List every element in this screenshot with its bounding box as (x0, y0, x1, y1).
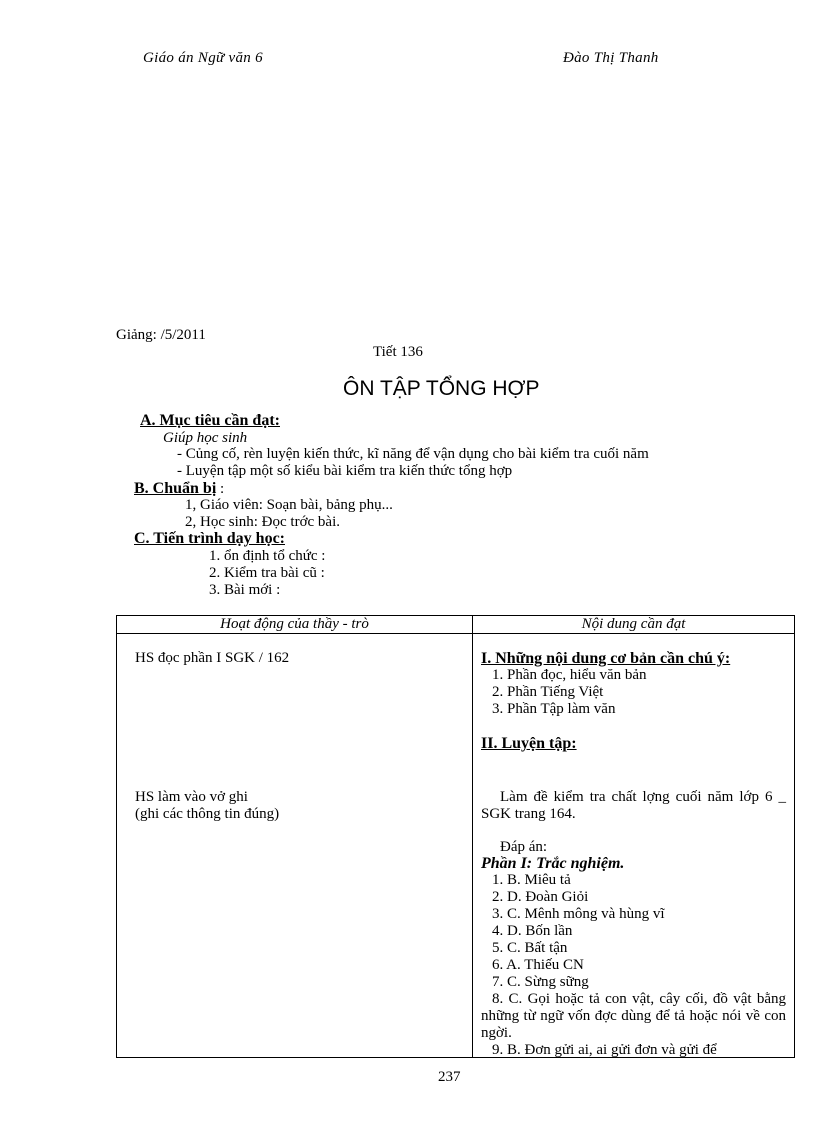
answer-item: 2. D. Đoàn Giỏi (492, 889, 589, 905)
col-right-header: Nội dung cần đạt (473, 616, 795, 634)
section-a-item: - Củng cố, rèn luyện kiến thức, kĩ năng để vận dụng cho bài kiểm tra cuối năm (177, 446, 649, 462)
content-part: 2. Phần Tiếng Việt (492, 684, 604, 700)
col-left-header: Hoạt động của thầy - trò (117, 616, 473, 634)
section-b-heading-wrap (134, 480, 224, 498)
answer-item: 6. A. Thiếu CN (492, 957, 584, 973)
table-row (117, 634, 795, 1058)
lesson-table (116, 615, 795, 1058)
lesson-date: Giảng: /5/2011 (116, 327, 206, 343)
section-b-heading: B. Chuẩn bị (134, 480, 217, 497)
header-right: Đào Thị Thanh (563, 50, 659, 66)
content-part: 3. Phần Tập làm văn (492, 701, 616, 717)
section-c-heading: C. Tiến trình dạy học: (134, 530, 285, 547)
answer-item-8: 8. C. Gọi hoặc tả con vật, cây cối, đồ vật bằng những từ ngữ vốn đợc dùng để tả hoặc nói về con ngời. (481, 991, 786, 1041)
answer-item: 3. C. Mênh mông và hùng vĩ (492, 906, 665, 922)
answer-item: 1. B. Miêu tả (492, 872, 571, 888)
answer-item: 5. C. Bất tận (492, 940, 568, 956)
answer-item: 7. C. Sừng sững (492, 974, 589, 990)
table-header-row (117, 616, 795, 634)
page-title: ÔN TẬP TỔNG HỢP (343, 377, 540, 400)
section-c-item: 1. ổn định tổ chức : (209, 548, 326, 564)
section-b-suffix: : (216, 481, 225, 497)
page-number: 237 (438, 1069, 461, 1085)
content-cell (473, 634, 795, 1058)
activity-2-line2: (ghi các thông tin đúng) (135, 806, 280, 822)
activity-cell (117, 634, 473, 1058)
section-a-heading: A. Mục tiêu cần đạt: (140, 412, 280, 429)
section-b-item: 1, Giáo viên: Soạn bài, bảng phụ... (185, 497, 393, 513)
content-heading-1: I. Những nội dung cơ bản cần chú ý: (481, 650, 731, 667)
section-c-item: 3. Bài mới : (209, 582, 281, 598)
section-a-intro: Giúp học sinh (163, 430, 248, 446)
content-heading-2: II. Luyện tập: (481, 735, 577, 752)
answer-label: Đáp án: (500, 839, 548, 855)
section-c-item: 2. Kiểm tra bài cũ : (209, 565, 325, 581)
answer-item: 4. D. Bốn lần (492, 923, 573, 939)
activity-2-line1: HS làm vào vở ghi (135, 789, 248, 805)
content-task: Làm đề kiểm tra chất lợng cuối năm lớp 6 _ SGK trang 164. (481, 789, 786, 822)
content-part: 1. Phần đọc, hiểu văn bản (492, 667, 647, 683)
section-a-item: - Luyện tập một số kiểu bài kiểm tra kiến thức tổng hợp (177, 463, 513, 479)
activity-1: HS đọc phần I SGK / 162 (135, 650, 290, 666)
header-left: Giáo án Ngữ văn 6 (143, 50, 263, 66)
answer-item-9: 9. B. Đơn gửi ai, ai gửi đơn và gửi để (492, 1042, 717, 1057)
lesson-period: Tiết 136 (373, 344, 423, 360)
part-1-heading: Phần I: Trắc nghiệm. (481, 855, 625, 872)
section-b-item: 2, Học sinh: Đọc trớc bài. (185, 514, 340, 530)
